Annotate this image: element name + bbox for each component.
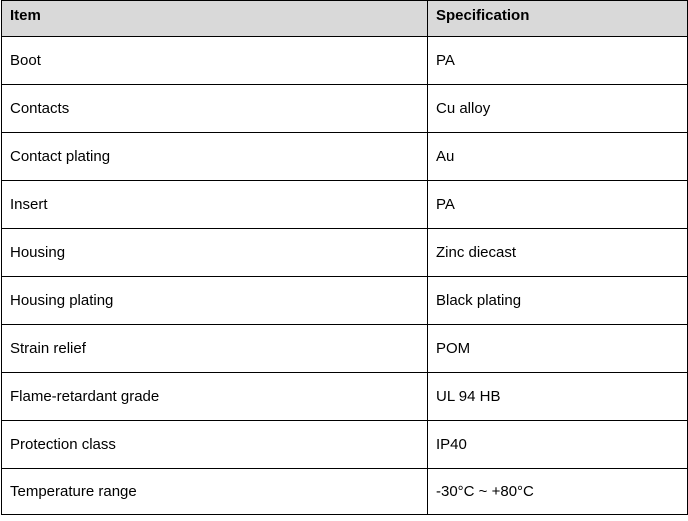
table-row	[2, 133, 688, 181]
specification-cell: Cu alloy	[428, 85, 688, 133]
item-cell: Protection class	[2, 421, 428, 469]
column-header-item: Item	[2, 1, 428, 37]
specification-cell: UL 94 HB	[428, 373, 688, 421]
item-cell: Housing	[2, 229, 428, 277]
table-row	[2, 325, 688, 373]
specification-cell: Au	[428, 133, 688, 181]
table-header-row	[2, 1, 688, 37]
table-row	[2, 85, 688, 133]
item-cell: Insert	[2, 181, 428, 229]
item-cell: Strain relief	[2, 325, 428, 373]
item-cell: Boot	[2, 37, 428, 85]
table-row	[2, 181, 688, 229]
table-row	[2, 37, 688, 85]
item-cell: Contacts	[2, 85, 428, 133]
table-row	[2, 229, 688, 277]
table-row	[2, 277, 688, 325]
column-header-specification: Specification	[428, 1, 688, 37]
table-row	[2, 373, 688, 421]
item-cell: Housing plating	[2, 277, 428, 325]
specification-cell: PA	[428, 181, 688, 229]
item-cell: Temperature range	[2, 469, 428, 515]
specification-table	[1, 0, 688, 515]
specification-cell: Zinc diecast	[428, 229, 688, 277]
specification-cell: POM	[428, 325, 688, 373]
specification-cell: -30°C ~ +80°C	[428, 469, 688, 515]
item-cell: Flame-retardant grade	[2, 373, 428, 421]
item-cell: Contact plating	[2, 133, 428, 181]
specification-cell: Black plating	[428, 277, 688, 325]
specification-cell: IP40	[428, 421, 688, 469]
table-row	[2, 469, 688, 515]
specification-cell: PA	[428, 37, 688, 85]
table-row	[2, 421, 688, 469]
